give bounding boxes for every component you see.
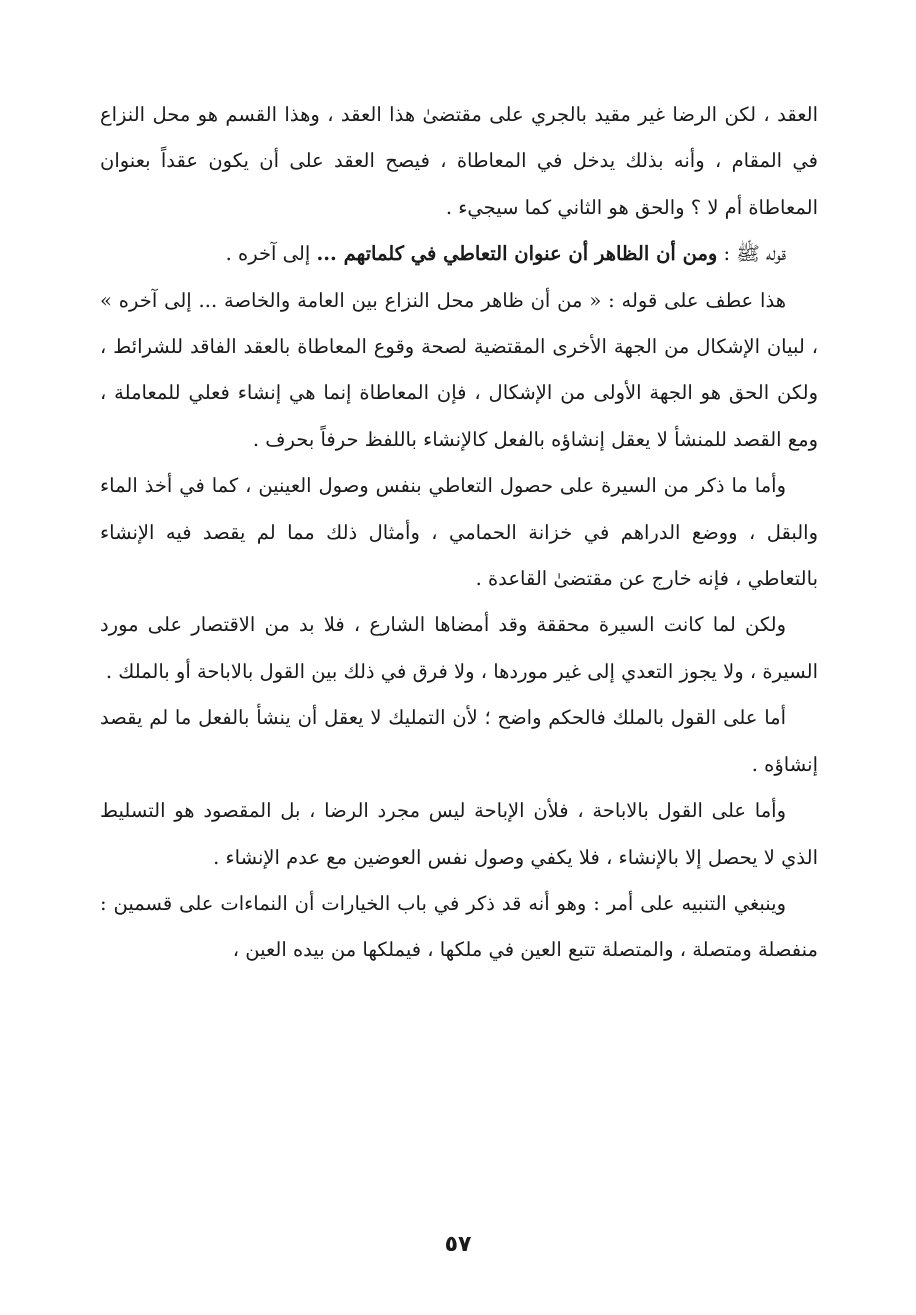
page-number: ٥٧	[444, 1232, 472, 1257]
quote-bold-text: ومن أن الظاهر أن عنوان التعاطي في كلماتهم ...	[316, 242, 718, 266]
paragraph-7: وأما على القول بالاباحة ، فلأن الإباحة ليس مجرد الرضا ، بل المقصود هو التسليط الذي لا يحصل إلا بالإنشاء ، فلا يكفي وصول نفس العوضين مع عدم الإنشاء .	[100, 799, 818, 869]
paragraph-4: وأما ما ذكر من السيرة على حصول التعاطي بنفس وصول العينين ، كما في أخذ الماء والبقل ، ووضع الدراهم في خزانة الحمامي ، وأمثال ذلك مما لم يقصد فيه الإنشاء بالتعاطي ، فإنه خارج عن مقتضىٰ القاعدة .	[100, 474, 818, 591]
quote-suffix: إلى آخره .	[225, 242, 317, 266]
quote-prefix: قوله ﷺ :	[717, 242, 786, 266]
paragraph-3: هذا عطف على قوله : « من أن ظاهر محل النزاع بين العامة والخاصة ... إلى آخره » ، لبيان الإشكال من الجهة الأخرى المقتضية لصحة وقوع المعاطاة بالعقد الفاقد للشرائط ، ولكن الحق هو الجهة الأولى من الإشكال ، فإن المعاطاة إنما هي إنشاء فعلي للمعاملة ، ومع القصد للمنشأ لا يعقل إنشاؤه بالفعل كالإنشاء باللفظ حرفاً بحرف .	[100, 288, 818, 451]
paragraph-6: أما على القول بالملك فالحكم واضح ؛ لأن التمليك لا يعقل أن ينشأ بالفعل ما لم يقصد إنشاؤه .	[100, 706, 818, 776]
paragraph-5: ولكن لما كانت السيرة محققة وقد أمضاها الشارع ، فلا بد من الاقتصار على مورد السيرة ، ولا يجوز التعدي إلى غير موردها ، ولا فرق في ذلك بين القول بالاباحة أو بالملك .	[100, 613, 818, 683]
paragraph-1: العقد ، لكن الرضا غير مقيد بالجري على مقتضىٰ هذا العقد ، وهذا القسم هو محل النزاع في المقام ، وأنه بذلك يدخل في المعاطاة ، فيصح العقد على أن يكون عقداً بعنوان المعاطاة أم لا ؟ والحق هو الثاني كما سيجيء .	[100, 103, 818, 219]
paragraph-2-quote	[100, 231, 818, 277]
body-text	[100, 92, 818, 974]
paragraph-8: وينبغي التنبيه على أمر : وهو أنه قد ذكر في باب الخيارات أن النماءات على قسمين : منفصلة ومتصلة ، والمتصلة تتبع العين في ملكها ، فيملكها من بيده العين ،	[100, 891, 818, 962]
